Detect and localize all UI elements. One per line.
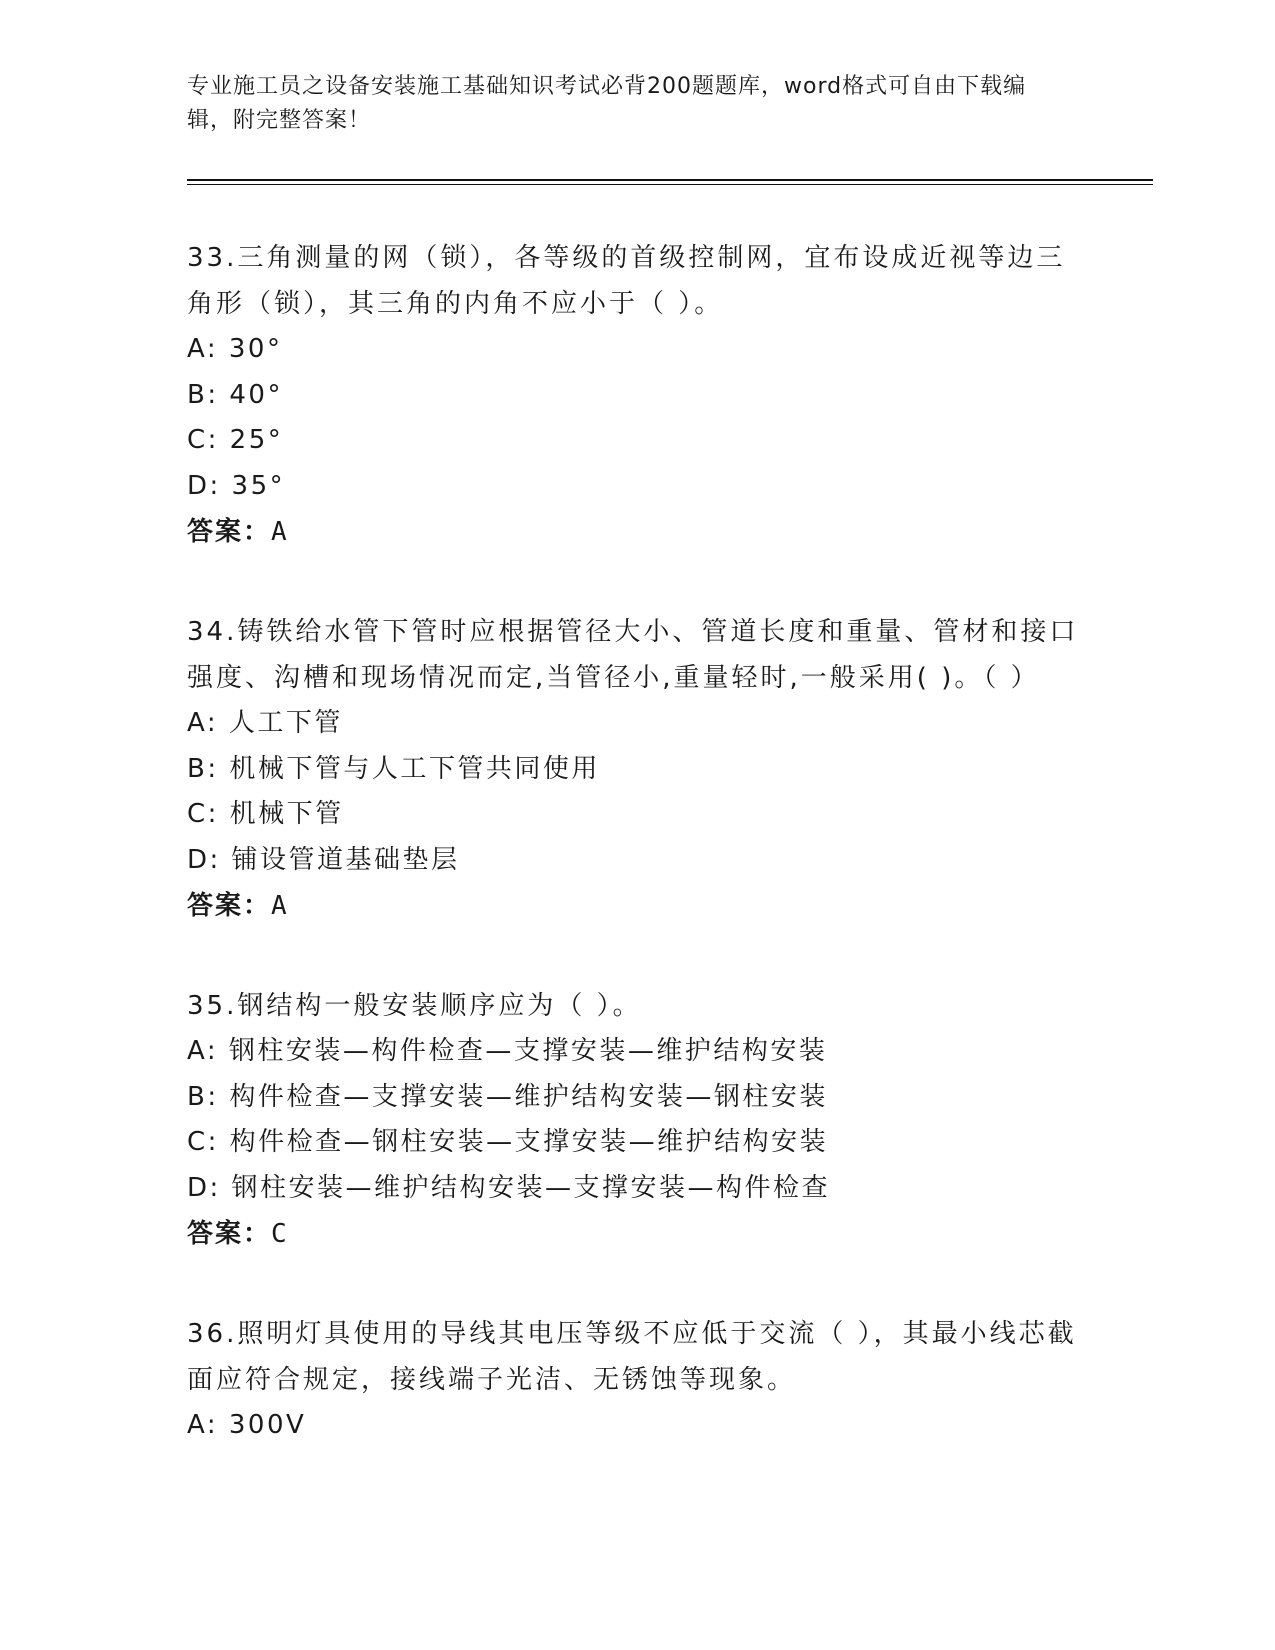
answer-value: C xyxy=(271,1219,289,1249)
question-text: 35.钢结构一般安装顺序应为（ ）。 xyxy=(187,991,642,1021)
option-c: C: 构件检查—钢柱安装—支撑安装—维护结构安装 xyxy=(187,1127,829,1157)
answer-label: 答案： xyxy=(187,1219,272,1249)
header-divider-thin xyxy=(187,184,1153,185)
question-text: 33.三角测量的网（锁），各等级的首级控制网，宜布设成近视等边三角形（锁），其三角的内角不应小于（ ）。 xyxy=(187,243,1066,319)
option-b: B: 构件检查—支撑安装—维护结构安装—钢柱安装 xyxy=(187,1081,828,1112)
answer-label: 答案： xyxy=(187,891,272,921)
option-a: A: 300V xyxy=(187,1410,307,1440)
option-d: D: 钢柱安装—维护结构安装—支撑安装—构件检查 xyxy=(187,1172,831,1203)
document-header: 专业施工员之设备安装施工基础知识考试必背200题题库，word格式可自由下载编辑，附完整答案！ xyxy=(187,74,1027,133)
question-text: 36.照明灯具使用的导线其电压等级不应低于交流（ ），其最小线芯截面应符合规定，接线端子光洁、无锈蚀等现象。 xyxy=(187,1319,1077,1395)
answer-line xyxy=(187,883,1087,929)
question-35 xyxy=(187,983,1087,1257)
header-divider-thick xyxy=(187,179,1153,181)
answer-value: A xyxy=(271,517,289,547)
answer-label: 答案： xyxy=(187,517,272,547)
answer-line xyxy=(187,1211,1087,1257)
question-34 xyxy=(187,609,1087,929)
option-c: C: 25° xyxy=(187,425,284,455)
question-text: 34.铸铁给水管下管时应根据管径大小、管道长度和重量、管材和接口强度、沟槽和现场情况而定,当管径小,重量轻时,一般采用( )。（ ） xyxy=(187,617,1079,693)
option-b: B: 机械下管与人工下管共同使用 xyxy=(187,753,600,784)
answer-value: A xyxy=(271,891,289,921)
option-c: C: 机械下管 xyxy=(187,799,344,829)
question-list xyxy=(187,235,1087,1503)
option-b: B: 40° xyxy=(187,379,283,410)
option-a: A: 钢柱安装—构件检查—支撑安装—维护结构安装 xyxy=(187,1036,828,1066)
option-a: A: 30° xyxy=(187,334,283,364)
question-36 xyxy=(187,1311,1087,1449)
question-33 xyxy=(187,235,1087,555)
option-d: D: 35° xyxy=(187,470,286,501)
answer-line xyxy=(187,509,1087,555)
option-d: D: 铺设管道基础垫层 xyxy=(187,844,460,875)
option-a: A: 人工下管 xyxy=(187,708,343,738)
